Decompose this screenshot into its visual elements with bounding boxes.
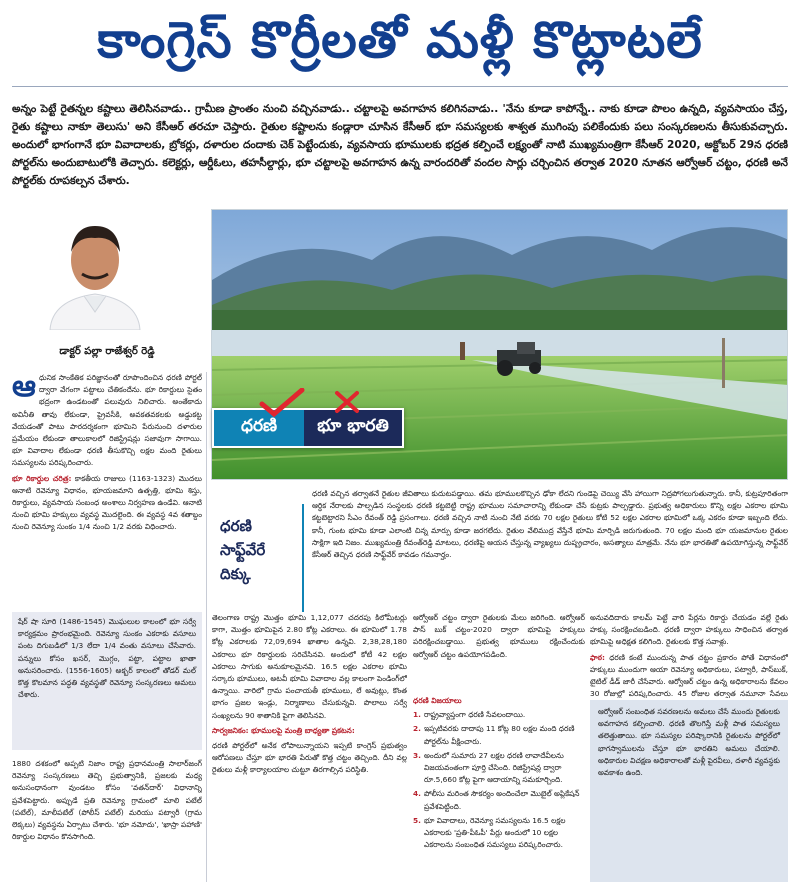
list-number: 1. xyxy=(413,710,421,720)
dharani-bhu-bharati-badge xyxy=(212,408,404,448)
pull-quote xyxy=(212,504,304,612)
list-number: 2. xyxy=(413,724,421,734)
cross-icon xyxy=(334,390,360,414)
badge-bhu-bharati-label: భూ భారతి xyxy=(317,416,389,436)
column-2: ధరణి వచ్చిన తర్వాతనే రైతుల జీవితాలు కుదుటపడ్డాయి. తమ భూములకొచ్చిన ఢోకా లేదని గుండెపై చెయ్యి వేసి హాయిగా నిద్రపోగలుగుతున్నారు. కానీ, కుట్రపూరితంగా ఆర్థిక నేరాలకు పాల్పడిన సంస్థలకు ధరణి కట్టబెట్టి రాష్ట్ర భూముల సమాచారాన్ని లేకుండా చేసే కుట్రకు పాల్పడ్డారు. ప్రభుత్వ అధికారులు కొన్ని లక్షల ఎకరాల భూమి కట్టబెట్టారని సీఎం రేవంత్ రెడ్డి ప్రసంగాలు. ధరణి వచ్చిన నాటి నుంచి నేటి వరకు 70 లక్షల రైతులు కోటి 52 లక్షల ఎకరాల భూమిలో ఒక్క ఎకరం కూడా ఇబ్బంది లేదు. కానీ, గుంట భూమి కూడా ఎలాంటి చిన్న మార్పు కూడా జరగలేదు. రైతుల వేలిముద్ర వేస్తేనే భూమి మార్పిడి జరుగుతుంది. 70 లక్షల మంది భూ యజమానుల రైతుల సాక్షిగా ఇది నిజం. ముఖ్యమంత్రి రేవంత్‌రెడ్డి మాటలు, ధరణిపై ఆయన చేస్తున్న వ్యాఖ్యలు దుష్ప్రచారం, అసత్యాలు మాత్రమే. నేను భూ భారతితో ఉపయోగిస్తున్న సాఫ్ట్‌వేర్ కేసీఆర్ తెచ్చిన ధరణి సాఫ్ట్‌వేర్ కావడం గమనార్హం. xyxy=(312,489,788,560)
column-5-subhead: ఫాఠ: xyxy=(590,652,605,662)
column-4-top: ఆర్వోఆర్ చట్టం ద్వారా రైతులకు మేలు జరిగింది. ఆర్వోఆర్ పాస్ బుక్ చట్టం-2020 ద్వారా భూమిపై హక్కులు పరిరక్షించబడ్డాయి. ప్రభుత్వ భూములు రక్షించేందుకు ఆర్వోఆర్ చట్టం ఉపయోగపడింది. xyxy=(413,613,585,659)
badge-bhu-bharati xyxy=(304,410,402,446)
list-item xyxy=(413,709,585,721)
column-3 xyxy=(212,612,407,882)
list-number: 5. xyxy=(413,815,421,825)
dharani-achievements-list xyxy=(413,695,585,882)
column-1-p2: కాకతీయ రాజులు (1163-1323) మొదలు ఆనాటి రెవెన్యూ విధానం, భూయజమాని ఉత్పత్తి, భూమి శిస్తు, రికార్డులు, వ్యవసాయ సంబంధ అంశాలు నిర్వహణ ఉండేవి. ఆనాటి నుంచి భూమి హక్కులు వ్యవస్థ మొదలైంది. ఈ వ్యవస్థ 4వ శతాబ్దం నుంచి రెవెన్యూ సుంకం 1/4 నుంచి 1/2 వరకు విధించారు. xyxy=(12,473,202,532)
column-1-p1: ధునిక సాంకేతిక పరిజ్ఞానంతో రూపొందించిన ధరణి పోర్టల్ ద్వారా వేగంగా పట్టాలు చేతికందేను. భూ రికార్డులు సైతం భద్రంగా ఉండటంతో పలువురు నిలిచారు. అంతేకాదు అవినీతి తావు లేకుండా, ప్రైవసీకి, అవకతవకలకు అడ్డుకట్ట వేయడంతో పాటు పారదర్శకంగా భూమిని పేరునుంచి దళారుల ప్రమేయం లేకుండా తాలుకాలలో రిజిస్ట్రేషన్లు సజావుగా సాగాయి. భూ వివాదాల లేకుండా ధరణి తీసుకొచ్చి లక్షల మంది రైతులు సమస్యలను పరిష్కరించారు. xyxy=(12,373,202,468)
intro-paragraph: అన్నం పెట్టే రైతన్నల కష్టాలు తెలిసినవాడు.. గ్రామీణ ప్రాంతం నుంచి వచ్చినవాడు.. చట్టాలపై అవగాహన కలిగినవాడు.. 'నేను కూడా కాపోన్నే.. నాకు కూడా పొలం ఉన్నది, వ్యవసాయం చేస్త, రైతు కష్టాలు నాకూ తెలుసు' అని కేసీఆర్ తరచూ చెప్తారు. రైతుల కష్టాలను కండ్లారా చూసిన కేసీఆర్ భూ సమస్యలకు శాశ్వత ముగింపు పలికేందుకు పలు సంస్కరణలను తీసుకువచ్చారు. అందులో భాగంగానే భూ వివాదాలకు, బ్రోకర్లు, దళారుల దందాకు చెక్ పెట్టేందుకు, వ్యవసాయ భూములకు భద్రత కల్పించే లక్ష్యంతో నాటి ముఖ్యమంత్రిగా కేసీఆర్ 2020, అక్టోబర్ 29న ధరణి పోర్టల్‌ను అందుబాటులోకి తెచ్చారు. కలెక్టర్లు, ఆర్డీఓలు, తహసీల్దార్లు, భూ చట్టాలపై అవగాహన ఉన్న వారందరితో వందల సార్లు చర్చించిన తర్వాత 2020 నూతన ఆర్వోఆర్ చట్టం, ధరణి అనే పోర్టల్‌కు రూపకల్పన చేశారు. xyxy=(12,103,788,187)
author-name: డాక్టర్ పల్లా రాజేశ్వర్ రెడ్డి xyxy=(59,346,155,357)
list-text: అందులో సుమారు 27 లక్షల ధరణి లావాదేవీలను విజయవంతంగా పూర్తి చేసింది. రిజిస్ట్రేషన్ల ద్వారా రూ.5,660 కోట్ల పైగా ఆదాయాన్ని సమకూర్చింది. xyxy=(423,750,564,785)
column-5-top xyxy=(590,612,788,698)
headline: కాంగ్రెస్ కొర్రీలతో మళ్లీ కొట్లాటలే xyxy=(97,10,703,69)
column-1-bottom: 1880 దశకంలో అప్పటి నిజాం రాష్ట్ర ప్రధానమంత్రి సాలార్‌జంగ్ రెవెన్యూ సంస్కరణలు తెచ్చి ప్రభుత్వానికి, ప్రజలకు మధ్య అనుసంధానంగా వుండటం కోసం 'వతన్‌దార్' విధానాన్ని ప్రవేశపెట్టారు. అప్పుడే ప్రతి రెవెన్యూ గ్రామంలో మాలి పటేల్ (పటేల్), మాలీపటేల్ (పోలీస్ పటేల్) మరియు పట్వారీ (గ్రామ లెక్కలు) వ్యవస్థను ఏర్పాటు చేశారు. 'భూ నమోదు', 'ఖాస్రా పహాణి' రికార్డుల విధానం కొనసాగింది. xyxy=(12,759,202,842)
column-3-subhead: సార్వజనికం: భూములపై మంత్రి బాధ్యతా ప్రకటన: xyxy=(212,725,355,735)
column-1-intro xyxy=(12,372,202,470)
column-5-p1: అనువదిదారు కాలమ్ పెట్టే వారి పేర్లను రికార్డు చేయడం వల్లే రైతు హక్కు సంరక్షించబడింది. ధరణి ద్వారా హక్కులు సాధించిన తర్వాత భూమిపై అధిక్షత కలిగింది. రైతులకు కొత్త సవాళ్లు. xyxy=(590,613,788,647)
list-item xyxy=(413,788,585,812)
list-text: భూ వివాదాలు, రెవెన్యూ సమస్యలను 16.5 లక్షల ఎకరాలకు 'ప్రతి-పీఓపీ' పేర్లు అందులో 10 లక్షల ఎకరాలను సంబంధిత సమస్యలు పరిష్కరించారు. xyxy=(423,815,566,850)
list-text: ఇప్పటివరకు దాదాపు 11 కోట్ల 80 లక్షల మంది ధరణి పోర్టల్‌ను వీక్షించారు. xyxy=(423,724,575,746)
column-3-p2: ధరణి పోర్టల్‌లో అనేక లోపాలున్నాయని ఇప్పటి కాంగ్రెస్ ప్రభుత్వం ఆరోపణలు చేస్తూ భూ భారతి పేరుతో కొత్త చట్టం తెచ్చింది. దీని వల్ల రైతులు మళ్లీ కార్యాలయాల చుట్టూ తిరగాల్సిన పరిస్థితి. xyxy=(212,741,407,775)
achievements-heading: ధరణి విజయాలు xyxy=(413,696,462,705)
column-1-history xyxy=(12,473,202,534)
list-number: 3. xyxy=(413,750,421,760)
column-5-p2: ధరణి కంటే ముందున్న పాత చట్టం ప్రకారం పోతే విధానంలో హక్కులు ముందుగా ఆయా రెవెన్యూ అధికారులు, పట్వారీ, పాస్‌బుక్, టైటిల్ డీడ్ జారీ చేసేవారు. ఆర్వోఆర్ చట్టం ఉన్న అధికారాలను కేవలం 30 రోజుల్లో పరిష్కరించారు. 45 రోజుల తర్వాత నమూనా సేవలు xyxy=(590,652,788,698)
column-1 xyxy=(12,372,202,610)
list-item xyxy=(413,815,585,852)
list-text: రాష్ట్రవ్యాప్తంగా ధరణి సేవలందాయి. xyxy=(423,710,526,720)
headline-rule xyxy=(12,86,788,87)
pull-quote-line-2: సాఫ్ట్‌వేరే xyxy=(220,541,266,559)
badge-dharani xyxy=(214,410,304,446)
checkmark-icon xyxy=(258,388,306,418)
list-item xyxy=(413,750,585,787)
list-number: 4. xyxy=(413,789,421,799)
list-item xyxy=(413,723,585,747)
pull-quote-line-3: దిక్కు xyxy=(220,565,251,583)
drop-cap: ఆ xyxy=(12,372,36,404)
column-3-p1: తెలంగాణ రాష్ట్ర మొత్తం భూమి 1,12,077 చదరపు కిలోమీటర్లు కాగా, మొత్తం భూమిపైన 2.80 కోట్ల ఎకరాలు. ఈ భూమిలో 1.78 కోట్ల ఎకరాలకు 72,09,694 ఖాతాల ఉన్నవి. 2,38,28,180 ఎకరాలు భూ రికార్డులకు సరిచేసినవి. అందులో కోటీ 42 లక్షల ఎకరాలు సాగుకు అనుకూలమైనవి. 16.5 లక్షల ఎకరాల భూమి సర్కారు భూములు, అటవీ భూమి వివాదాల వల్ల కాలంగా పెండింగ్‌లో ఉన్నాయి. వారిలో గ్రామ పంచాయతీ భూములు, లే అవుట్లు, కొంత భాగం ప్రజల ఇండ్లు, నిర్మాణాలు చేసుకున్నవి. పొలాలు సర్వే సంఖ్యలను 90 శాతానికి పైగా తెలిసినవి. xyxy=(212,613,407,720)
list-text: పోలీసు మరింత సౌకర్యం అందించేలా మొబైల్ అప్లికేషన్ ప్రవేశపెట్టింది. xyxy=(423,789,580,811)
badge-dharani-label: ధరణి xyxy=(240,416,278,436)
sher-shah-box: షేర్ షా సూరి (1486-1545) మొఘలుల కాలంలో భూ సర్వే కార్యక్రమం ప్రారంభమైంది. రెవెన్యూ సుంకం ఎకరాకు వసూలు పంట దిగుబడిలో 1/3 లేదా 1/4 వంతు వసూలు చేసేవారు. పన్నులు కోసం ఖసర్, మొగ్గం, పట్టా, పట్టాల ఖాతా అనుసరించారు. (1556-1605) అక్బర్ కాలంలో తోడర్ మల్ కొత్త కొలమాన పద్ధతి వ్యవస్థతో రెవెన్యూ సంస్కరణలు అమలు చేశారు. xyxy=(12,612,202,750)
pull-quote-line-1: ధరణి xyxy=(220,517,252,535)
highlight-box: ఆర్వోఆర్ సంబంధిత సవరణలను అమలు చేసే ముందు రైతులకు అవగాహన కల్పించాలి. ధరణి తొలగిస్తే మళ్లీ పాత సమస్యలు తలెత్తుతాయి. భూ సమస్యల పరిష్కారానికి రైతులను పోర్టల్‌లో భాగస్వాములను చేస్తూ భూ భారతిని అమలు చేయాలి. అధికారుల విచక్షణ అధికారాలతో మళ్లీ పైరవీలు, దళారీ వ్యవస్థకు అవకాశం ఉంది. xyxy=(590,700,788,882)
column-separator xyxy=(206,372,207,882)
author-portrait xyxy=(40,212,150,330)
history-subhead: భూ రికార్డుల చరిత్ర: xyxy=(12,473,72,483)
